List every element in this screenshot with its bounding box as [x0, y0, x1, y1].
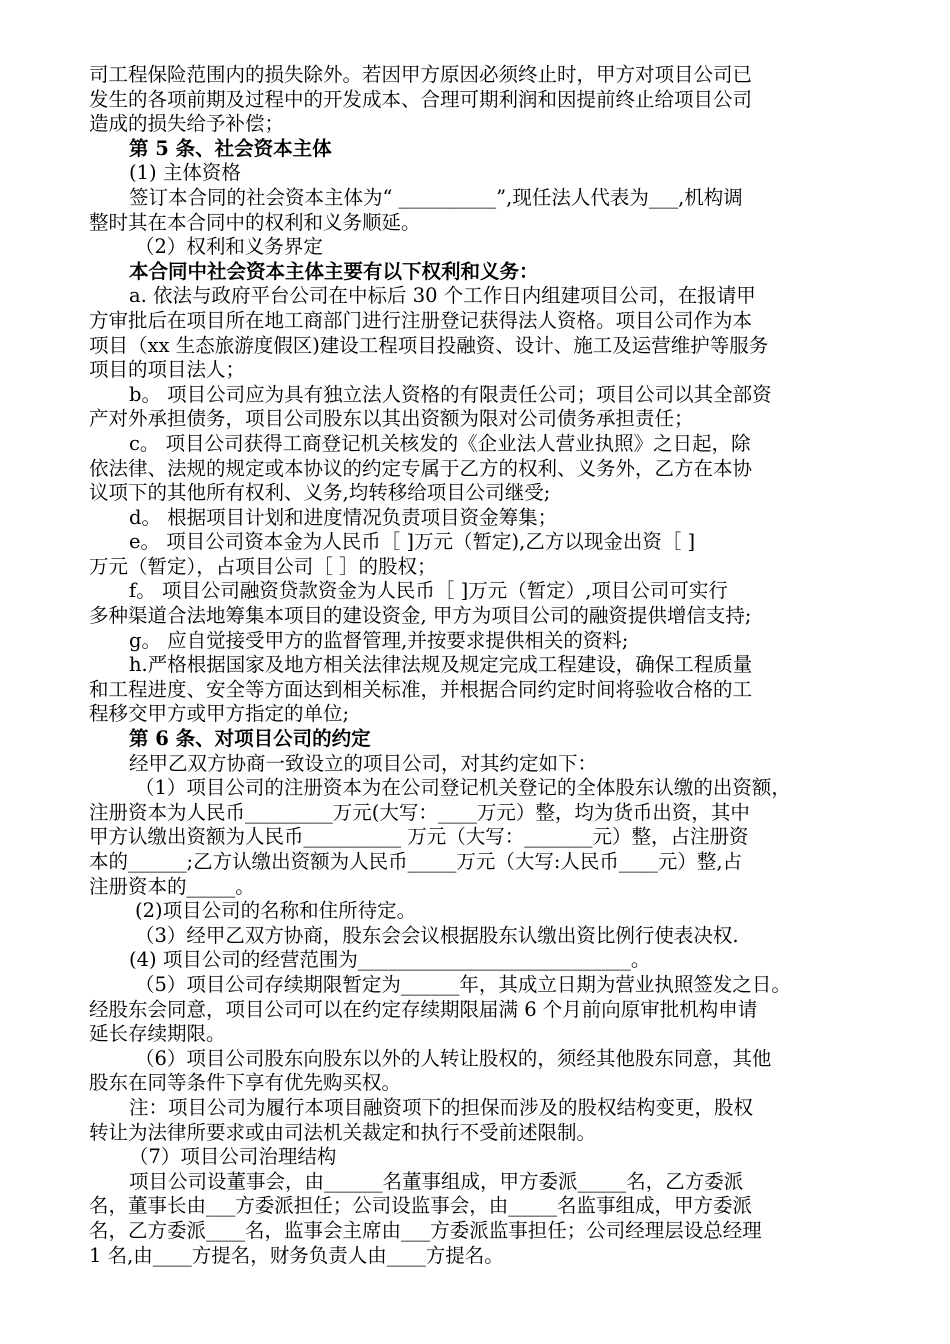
document-line: （7）项目公司治理结构	[129, 1145, 337, 1169]
document-line: 项目的项目法人；	[89, 358, 246, 382]
document-line: 经甲乙双方协商一致设立的项目公司，对其约定如下：	[129, 751, 598, 775]
document-line: 转让为法律所要求或由司法机关裁定和执行不受前述限制。	[89, 1120, 597, 1144]
section-heading: 第 6 条、对项目公司的约定	[129, 727, 371, 751]
document-line: （1）项目公司的注册资本为在公司登记机关登记的全体股东认缴的出资额，	[135, 776, 791, 800]
document-line: 议项下的其他所有权利、义务,均转移给项目公司继受;	[89, 481, 551, 505]
document-line: 产对外承担债务，项目公司股东以其出资额为限对公司债务承担责任；	[89, 407, 694, 431]
document-line: a. 依法与政府平台公司在中标后 30 个工作日内组建项目公司，在报请甲	[129, 284, 756, 308]
section-heading: 本合同中社会资本主体主要有以下权利和义务：	[129, 259, 539, 283]
document-line: 造成的损失给予补偿；	[89, 112, 285, 136]
document-line: 注册资本的_____。	[89, 874, 255, 898]
document-line: 发生的各项前期及过程中的开发成本、合理可期利润和因提前终止给项目公司	[89, 87, 753, 111]
document-line: 延长存续期限。	[89, 1022, 226, 1046]
document-line: 项目（xx 生态旅游度假区)建设工程项目投融资、设计、施工及运营维护等服务	[89, 333, 769, 357]
document-line: (4) 项目公司的经营范围为____________________________。	[129, 948, 651, 972]
document-line: 整时其在本合同中的权利和义务顺延。	[89, 210, 421, 234]
document-line: 多种渠道合法地筹集本项目的建设资金, 甲方为项目公司的融资提供增信支持;	[89, 604, 752, 628]
document-line: （3）经甲乙双方协商，股东会会议根据股东认缴出资比例行使表决权.	[135, 923, 739, 947]
document-body	[89, 63, 871, 1268]
document-line: 名，董事长由___方委派担任；公司设监事会，由_____名监事组成，甲方委派	[89, 1194, 753, 1218]
document-line: b。 项目公司应为具有独立法人资格的有限责任公司；项目公司以其全部资	[129, 382, 772, 406]
document-line: c。 项目公司获得工商登记机关核发的《企业法人营业执照》之日起，除	[129, 431, 751, 455]
section-heading: 第 5 条、社会资本主体	[129, 136, 332, 160]
document-line: (1) 主体资格	[129, 161, 241, 185]
document-line: 和工程进度、安全等方面达到相关标准，并根据合同约定时间将验收合格的工	[89, 677, 753, 701]
document-line: 万元（暂定），占项目公司［ ］的股权；	[89, 554, 437, 578]
document-line: 依法律、法规的规定或本协议的约定专属于乙方的权利、义务外，乙方在本协	[89, 456, 753, 480]
document-line: （6）项目公司股东向股东以外的人转让股权的，须经其他股东同意，其他	[135, 1046, 772, 1070]
document-line: 名，乙方委派____名，监事会主席由___方委派监事担任；公司经理层设总经理	[89, 1218, 762, 1242]
document-line: h.严格根据国家及地方相关法律法规及规定完成工程建设，确保工程质量	[129, 653, 753, 677]
document-line: f。 项目公司融资贷款资金为人民币［ ]万元（暂定）,项目公司可实行	[129, 579, 728, 603]
document-line: 经股东会同意，项目公司可以在约定存续期限届满 6 个月前向原审批机构申请	[89, 997, 758, 1021]
document-line: e。 项目公司资本金为人民币［ ]万元（暂定),乙方以现金出资［ ]	[129, 530, 696, 554]
document-line: (2)项目公司的名称和住所待定。	[135, 899, 417, 923]
document-line: 注：项目公司为履行本项目融资项下的担保而涉及的股权结构变更，股权	[129, 1095, 754, 1119]
document-line: 本的______;乙方认缴出资额为人民币_____万元（大写:人民币____元）整,占	[89, 850, 743, 873]
document-line: （2）权利和义务界定	[135, 235, 323, 259]
document-line: 签订本合同的社会资本主体为“ __________”,现任法人代表为___,机构调	[129, 185, 743, 209]
document-line: 注册资本为人民币_________万元(大写：____万元）整，均为货币出资，其中	[89, 800, 750, 824]
document-line: 司工程保险范围内的损失除外。若因甲方原因必须终止时，甲方对项目公司已	[89, 63, 753, 86]
document-line: 程移交甲方或甲方指定的单位;	[89, 702, 350, 726]
document-line: 方审批后在项目所在地工商部门进行注册登记获得法人资格。项目公司作为本	[89, 308, 753, 332]
document-line: 项目公司设董事会，由______名董事组成，甲方委派_____名，乙方委派	[129, 1169, 744, 1193]
document-line: 甲方认缴出资额为人民币__________ 万元（大写：_______元）整，占注册资	[89, 825, 749, 849]
document-line: 股东在同等条件下享有优先购买权。	[89, 1071, 402, 1095]
document-line: （5）项目公司存续期限暂定为______年，其成立日期为营业执照签发之日。	[135, 972, 791, 996]
document-line: 1 名,由____方提名，财务负责人由____方提名。	[89, 1243, 504, 1267]
document-line: d。 根据项目计划和进度情况负责项目资金筹集；	[129, 505, 558, 529]
document-line: g。 应自觉接受甲方的监督管理,并按要求提供相关的资料;	[129, 628, 629, 652]
